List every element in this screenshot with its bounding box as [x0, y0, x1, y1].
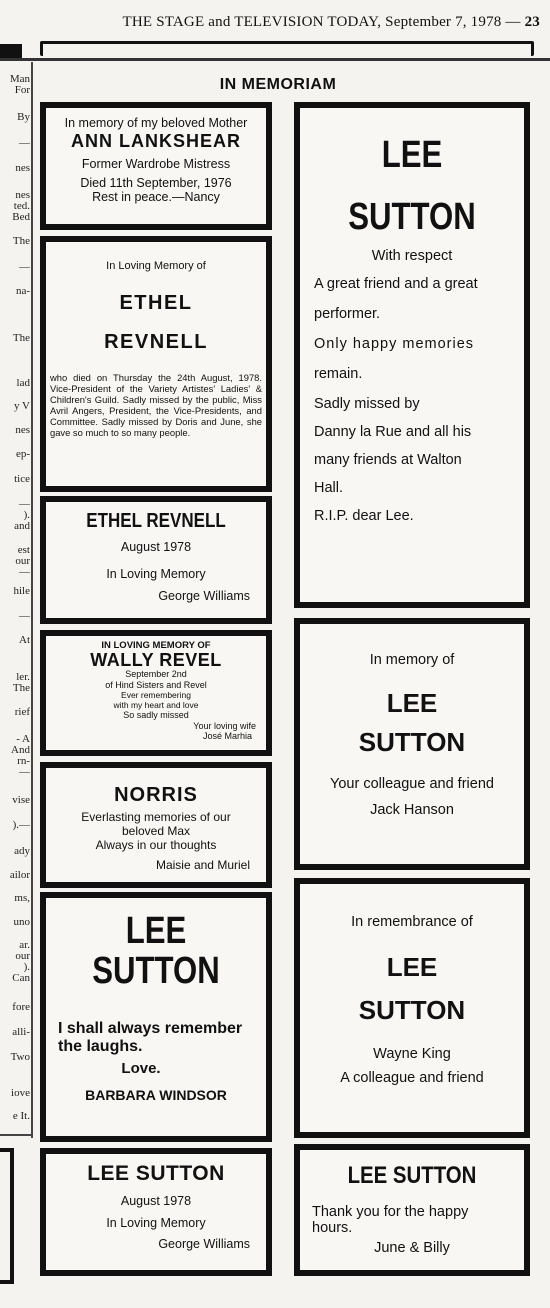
left-fragment: lad [16, 378, 30, 389]
left-fragment: The [12, 333, 30, 344]
notice-date: August 1978 [120, 1194, 192, 1208]
left-fragment: est our — [15, 545, 30, 578]
notice-line: performer. [314, 306, 381, 322]
left-fragment: y V [14, 401, 30, 412]
left-fragment: ady [14, 846, 30, 857]
notice-line: A great friend and a great [314, 276, 478, 292]
notice-lee-sutton-windsor [40, 892, 272, 1142]
notice-intro: In memory of [369, 652, 455, 668]
left-fragment: ailor [9, 870, 30, 881]
notice-line: Sadly missed by [314, 396, 420, 412]
deceased-first-name: LEE [386, 688, 438, 718]
notice-line: Love. [121, 1060, 161, 1077]
deceased-name: LEE SUTTON [347, 1162, 477, 1189]
left-fragment: nes [15, 163, 30, 174]
notice-signoff: Wayne King [373, 1046, 451, 1062]
notice-signoff: José Marhia [202, 731, 252, 741]
left-fragment: — [19, 262, 30, 273]
notice-lee-sutton-la-rue [294, 102, 530, 608]
deceased-name: LEE SUTTON [87, 1162, 225, 1185]
deceased-last-name: SUTTON [358, 727, 466, 757]
deceased-name: WALLY REVEL [90, 650, 222, 670]
deceased-first-name: LEE [381, 134, 443, 176]
notice-line: Thank you for the happy [312, 1204, 469, 1220]
notice-intro: In memory of my beloved Mother [64, 116, 248, 130]
section-title: IN MEMORIAM [219, 76, 337, 93]
deceased-last-name: SUTTON [348, 196, 476, 238]
notice-signoff: Rest in peace.—Nancy [92, 190, 220, 204]
notice-line: In Loving Memory [106, 567, 206, 581]
notice-lee-sutton-williams [40, 1148, 272, 1276]
notice-role: Former Wardrobe Mistress [81, 157, 231, 171]
column-separator [31, 62, 33, 1138]
left-column-box-edge [0, 1148, 14, 1284]
notice-line: In Loving Memory [106, 1216, 206, 1230]
notice-intro: IN LOVING MEMORY OF [101, 640, 211, 651]
left-fragment: At [19, 635, 30, 646]
left-fragment: uno [13, 917, 30, 928]
notice-date: Died 11th September, 1976 [80, 176, 232, 190]
notice-ann-lankshear [40, 102, 272, 230]
notice-ethel-revnell-williams [40, 496, 272, 624]
notice-signoff: George Williams [158, 589, 250, 603]
left-fragment: ep- [15, 449, 30, 460]
deceased-first-name: LEE [125, 910, 187, 952]
notice-line: with my heart and love [113, 700, 199, 710]
left-fragment: — ). and [14, 499, 30, 532]
left-fragment: nes ted. Bed [12, 190, 30, 223]
notice-signoff: Jack Hanson [370, 802, 454, 818]
notice-ethel-revnell [40, 236, 272, 492]
notice-date: August 1978 [120, 540, 192, 554]
top-rule [0, 58, 550, 61]
notice-line: So sadly missed [123, 710, 189, 720]
notice-intro: In remembrance of [351, 914, 473, 930]
left-fragment: hile [13, 586, 30, 597]
top-rule-box [40, 41, 534, 56]
left-fragment: alli- [12, 1027, 30, 1038]
left-fragment: — [19, 611, 30, 622]
notice-norris [40, 762, 272, 888]
notice-body: who died on Thursday the 24th August, 1978. Vice-President of the Variety Artistes' Ladies' & Children's Guild. Sadly missed by the public, Miss Avril Angers, President, the Vice-Presidents, and Committee. Sadly missed by Doris and June, she gave so much to so many people. [50, 372, 262, 438]
deceased-name: ETHEL REVNELL [86, 510, 226, 532]
left-fragment: — [19, 138, 30, 149]
notice-signoff: Maisie and Muriel [155, 858, 250, 872]
left-column-stub [0, 44, 22, 58]
notice-line: Always in our thoughts [95, 838, 217, 852]
notice-line: Your loving wife [193, 720, 256, 731]
notice-intro: In Loving Memory of [106, 260, 206, 272]
deceased-last-name: REVNELL [104, 331, 208, 353]
page-number: 23 [524, 14, 540, 30]
left-fragment: ).— [12, 820, 30, 831]
page-header [0, 14, 540, 31]
notice-signoff: George Williams [158, 1237, 250, 1251]
notice-line: With respect [371, 248, 453, 264]
left-fragment: e It. [12, 1111, 30, 1122]
notice-signoff: June & Billy [374, 1240, 450, 1256]
left-fragment: vise [12, 795, 30, 806]
notice-line: Danny la Rue and all his [314, 424, 472, 440]
notice-lee-sutton-king [294, 878, 530, 1138]
deceased-first-name: LEE [386, 952, 438, 982]
notice-signoff: BARBARA WINDSOR [85, 1087, 227, 1103]
notice-line: Ever remembering [121, 690, 191, 700]
notice-line: Only happy memories [314, 336, 475, 352]
left-fragment: iove [11, 1088, 30, 1099]
notice-line: September 2nd [125, 669, 187, 679]
notice-line: A colleague and friend [340, 1070, 484, 1086]
deceased-last-name: SUTTON [358, 995, 466, 1025]
notice-line: hours. [312, 1220, 353, 1236]
masthead: THE STAGE and TELEVISION TODAY, September 7, 1978 — [122, 14, 521, 30]
left-fragment: - A And rn- — [11, 734, 30, 778]
left-column-end-rule [0, 1134, 33, 1136]
notice-line: the laughs. [58, 1038, 143, 1055]
deceased-name: ANN LANKSHEAR [71, 131, 241, 151]
left-fragment: rief [14, 707, 30, 718]
deceased-name: NORRIS [114, 784, 198, 806]
left-fragment: tice [14, 474, 30, 485]
notice-line: many friends at Walton [314, 452, 462, 468]
left-fragment: na- [15, 286, 30, 297]
left-fragment: Man For [9, 74, 30, 96]
notice-line: Hall. [314, 480, 344, 496]
notice-wally-revel [40, 630, 272, 756]
left-fragment: ar. our ). Can [12, 940, 30, 984]
left-fragment: Two [10, 1052, 30, 1063]
notice-line: Everlasting memories of our [81, 810, 231, 824]
notice-line: remain. [314, 366, 363, 382]
deceased-first-name: ETHEL [119, 292, 193, 314]
left-fragment: fore [12, 1002, 30, 1013]
left-fragment: By [17, 112, 30, 123]
left-fragment: The [12, 236, 30, 247]
notice-lee-sutton-june-billy [294, 1144, 530, 1276]
notice-line: I shall always remember [58, 1020, 243, 1037]
notice-line: Your colleague and friend [330, 776, 494, 792]
left-fragment: nes [15, 425, 30, 436]
notice-line: beloved Max [121, 824, 191, 838]
notice-signoff: R.I.P. dear Lee. [314, 508, 414, 524]
deceased-last-name: SUTTON [92, 950, 220, 992]
notice-line: of Hind Sisters and Revel [105, 679, 207, 690]
notice-lee-sutton-hanson [294, 618, 530, 870]
left-fragment: ms, [14, 893, 30, 904]
left-fragment: ler. The [12, 672, 30, 694]
